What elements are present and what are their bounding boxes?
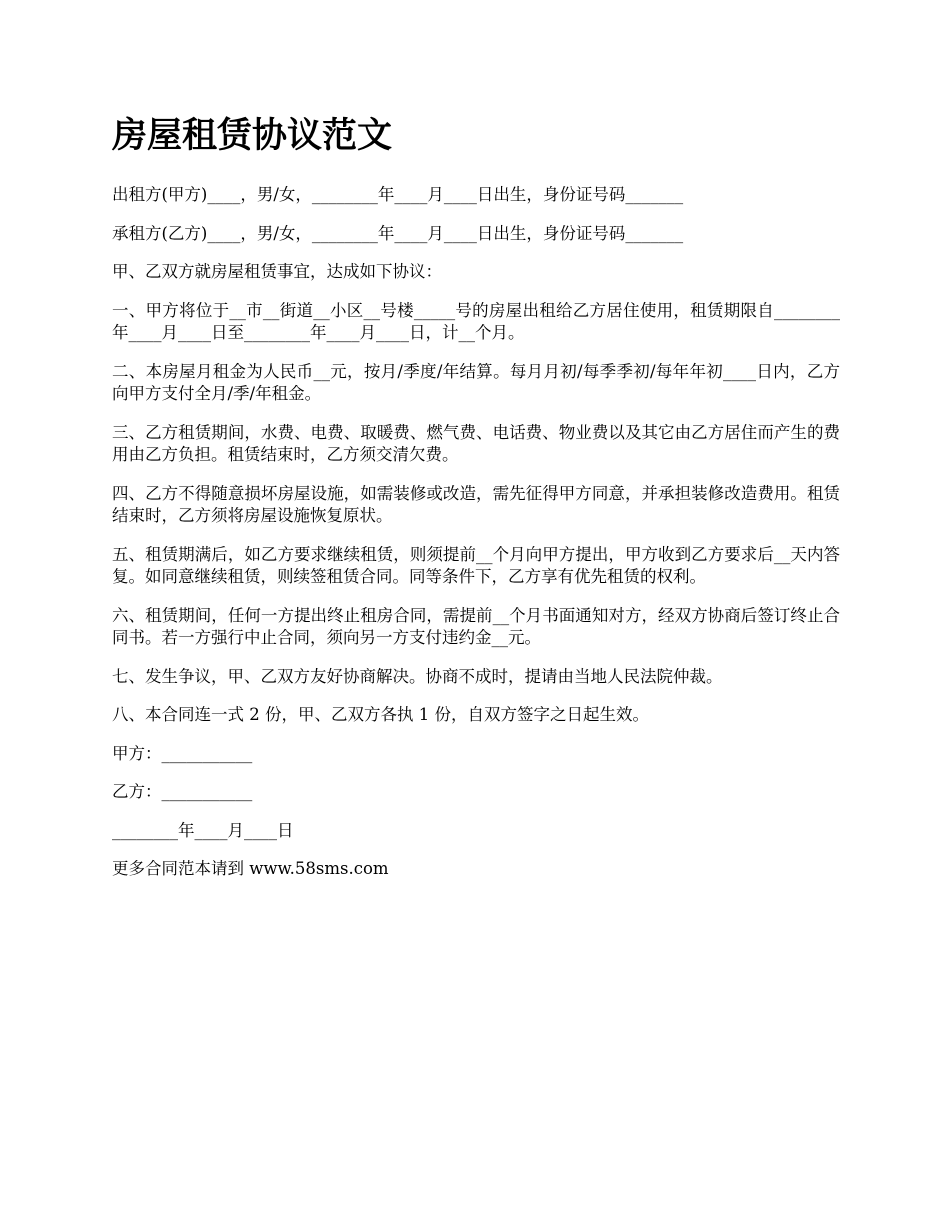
clause-3: 三、乙方租赁期间，水费、电费、取暖费、燃气费、电话费、物业费以及其它由乙方居住而产生的费用由乙方负担。租赁结束时，乙方须交清欠费。	[112, 422, 840, 464]
clause-4: 四、乙方不得随意损坏房屋设施，如需装修或改造，需先征得甲方同意，并承担装修改造费用。租赁结束时，乙方须将房屋设施恢复原状。	[112, 483, 840, 525]
document-title: 房屋租赁协议范文	[112, 115, 393, 156]
clause-8: 八、本合同连一式 2 份，甲、乙双方各执 1 份，自双方签字之日起生效。	[112, 705, 649, 724]
clause-6: 六、租赁期间，任何一方提出终止租房合同，需提前__个月书面通知对方，经双方协商后签订终止合同书。若一方强行中止合同，须向另一方支付违约金__元。	[112, 605, 840, 647]
party-a-info: 出租方(甲方)____，男/女，________年____月____日出生，身份证号码_______	[112, 185, 684, 204]
clause-7: 七、发生争议，甲、乙双方友好协商解决。协商不成时，提请由当地人民法院仲裁。	[112, 666, 723, 686]
document-page	[112, 112, 840, 897]
signature-date: ________年____月____日	[112, 820, 294, 840]
signature-party-a: 甲方：___________	[112, 743, 253, 763]
clause-5: 五、租赁期满后，如乙方要求继续租赁，则须提前__个月向甲方提出，甲方收到乙方要求后__天内答复。如同意继续租赁，则续签租赁合同。同等条件下，乙方享有优先租赁的权利。	[112, 544, 840, 586]
footer-note: 更多合同范本请到 www.58sms.com	[112, 859, 389, 878]
signature-party-b: 乙方：___________	[112, 782, 253, 801]
clause-2: 二、本房屋月租金为人民币__元，按月/季度/年结算。每月月初/每季季初/每年年初____日内，乙方向甲方支付全月/季/年租金。	[112, 361, 840, 403]
party-b-info: 承租方(乙方)____，男/女，________年____月____日出生，身份证号码_______	[112, 223, 684, 243]
clause-1: 一、甲方将位于__市__街道__小区__号楼_____号的房屋出租给乙方居住使用，租赁期限自________年____月____日至________年____月____日，计__个月。	[112, 300, 840, 342]
agreement-intro: 甲、乙双方就房屋租赁事宜，达成如下协议：	[112, 262, 442, 281]
